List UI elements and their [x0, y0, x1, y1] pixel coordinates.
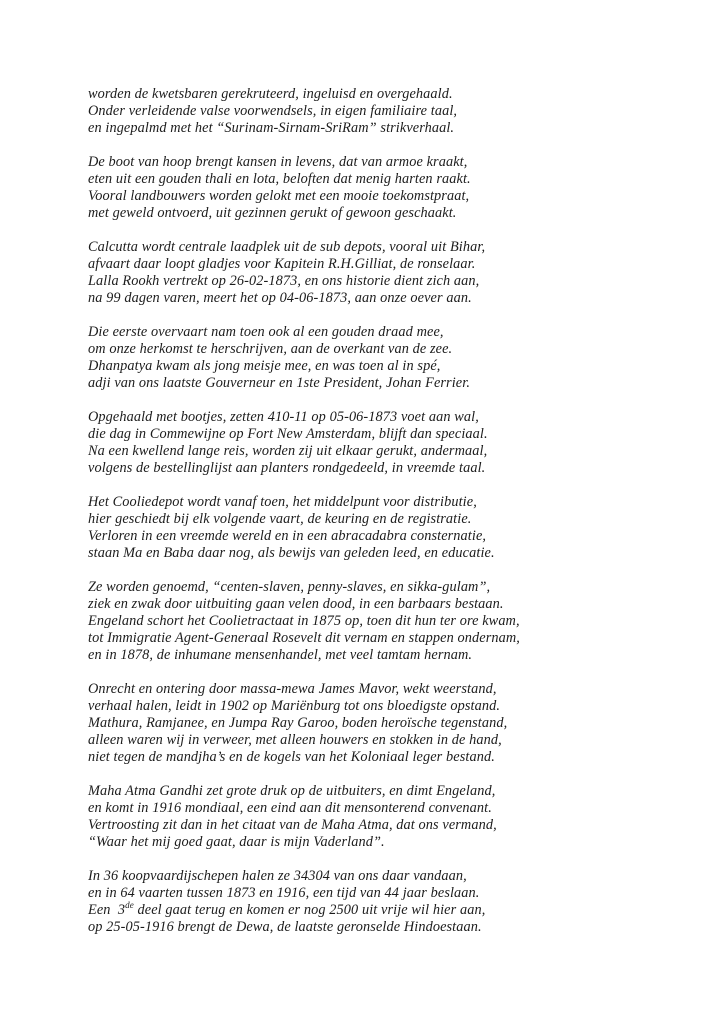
- stanza: [88, 868, 665, 936]
- poem-line: op 25-05-1916 brengt de Dewa, de laatste geronselde Hindoestaan.: [88, 919, 482, 935]
- poem-line: Maha Atma Gandhi zet grote druk op de uitbuiters, en dimt Engeland,: [88, 783, 496, 799]
- poem-line-segment: deel gaat terug en komen er nog 2500 uit vrije wil hier aan,: [133, 902, 486, 918]
- poem-line: “Waar het mij goed gaat, daar is mijn Vaderland”.: [88, 834, 385, 850]
- stanza: [88, 579, 665, 664]
- ordinal-superscript: de: [125, 900, 134, 911]
- poem-line: ziek en zwak door uitbuiting gaan velen dood, in een barbaars bestaan.: [88, 596, 504, 612]
- poem-line: Het Cooliedepot wordt vanaf toen, het middelpunt voor distributie,: [88, 494, 477, 510]
- poem-line: Vooral landbouwers worden gelokt met een mooie toekomstpraat,: [88, 188, 470, 204]
- poem-line: De boot van hoop brengt kansen in levens, dat van armoe kraakt,: [88, 154, 468, 170]
- poem-line: verhaal halen, leidt in 1902 op Mariënburg tot ons bloedigste opstand.: [88, 698, 501, 714]
- poem-line: Engeland schort het Coolietractaat in 1875 op, toen dit hun ter ore kwam,: [88, 613, 520, 629]
- poem-line: met geweld ontvoerd, uit gezinnen gerukt of gewoon geschaakt.: [88, 205, 457, 221]
- poem-line: en ingepalmd met het “Surinam-Sirnam-SriRam” strikverhaal.: [88, 120, 455, 136]
- poem-line: en in 64 vaarten tussen 1873 en 1916, een tijd van 44 jaar beslaan.: [88, 885, 480, 901]
- poem-line: Opgehaald met bootjes, zetten 410-11 op 05-06-1873 voet aan wal,: [88, 409, 479, 425]
- stanza: [88, 409, 665, 477]
- poem-line: en komt in 1916 mondiaal, een eind aan dit mensonterend convenant.: [88, 800, 492, 816]
- poem-line: Dhanpatya kwam als jong meisje mee, en was toen al in spé,: [88, 358, 441, 374]
- stanza: [88, 239, 665, 307]
- poem-line: [88, 902, 665, 919]
- stanza: [88, 86, 665, 137]
- poem-line: Lalla Rookh vertrekt op 26-02-1873, en ons historie dient zich aan,: [88, 273, 480, 289]
- poem-line: alleen waren wij in verweer, met alleen houwers en stokken in de hand,: [88, 732, 502, 748]
- poem-line: In 36 koopvaardijschepen halen ze 34304 van ons daar vandaan,: [88, 868, 467, 884]
- poem-line: worden de kwetsbaren gerekruteerd, ingeluisd en overgehaald.: [88, 86, 453, 102]
- poem-line: volgens de bestellinglijst aan planters rondgedeeld, in vreemde taal.: [88, 460, 486, 476]
- poem-line: eten uit een gouden thali en lota, beloften dat menig harten raakt.: [88, 171, 471, 187]
- poem-line: Na een kwellend lange reis, worden zij uit elkaar gerukt, andermaal,: [88, 443, 488, 459]
- poem-line: Onrecht en ontering door massa-mewa James Mavor, wekt weerstand,: [88, 681, 497, 697]
- stanza: [88, 494, 665, 562]
- stanza: [88, 324, 665, 392]
- poem-line: tot Immigratie Agent-Generaal Rosevelt dit vernam en stappen ondernam,: [88, 630, 520, 646]
- poem-line: hier geschiedt bij elk volgende vaart, de keuring en de registratie.: [88, 511, 472, 527]
- poem-line: na 99 dagen varen, meert het op 04-06-1873, aan onze oever aan.: [88, 290, 472, 306]
- poem-line: niet tegen de mandjha’s en de kogels van het Koloniaal leger bestand.: [88, 749, 495, 765]
- poem-line-segment: Een 3: [88, 902, 126, 918]
- poem-line: die dag in Commewijne op Fort New Amsterdam, blijft dan speciaal.: [88, 426, 488, 442]
- poem-line: Ze worden genoemd, “centen-slaven, penny-slaves, en sikka-gulam”,: [88, 579, 491, 595]
- poem-line: Verloren in een vreemde wereld en in een abracadabra consternatie,: [88, 528, 487, 544]
- poem-line: Vertroosting zit dan in het citaat van de Maha Atma, dat ons vermand,: [88, 817, 497, 833]
- stanza: [88, 681, 665, 766]
- poem-line: en in 1878, de inhumane mensenhandel, met veel tamtam hernam.: [88, 647, 473, 663]
- poem-line: afvaart daar loopt gladjes voor Kapitein R.H.Gilliat, de ronselaar.: [88, 256, 476, 272]
- poem-line: Onder verleidende valse voorwendsels, in eigen familiaire taal,: [88, 103, 458, 119]
- poem-line: Mathura, Ramjanee, en Jumpa Ray Garoo, boden heroïsche tegenstand,: [88, 715, 508, 731]
- poem-line: adji van ons laatste Gouverneur en 1ste President, Johan Ferrier.: [88, 375, 470, 391]
- stanza: [88, 783, 665, 851]
- poem-line: staan Ma en Baba daar nog, als bewijs van geleden leed, en educatie.: [88, 545, 495, 561]
- stanza: [88, 154, 665, 222]
- poem-body: [88, 86, 665, 936]
- poem-line: om onze herkomst te herschrijven, aan de overkant van de zee.: [88, 341, 453, 357]
- poem-line: Die eerste overvaart nam toen ook al een gouden draad mee,: [88, 324, 444, 340]
- poem-line: Calcutta wordt centrale laadplek uit de sub depots, vooral uit Bihar,: [88, 239, 486, 255]
